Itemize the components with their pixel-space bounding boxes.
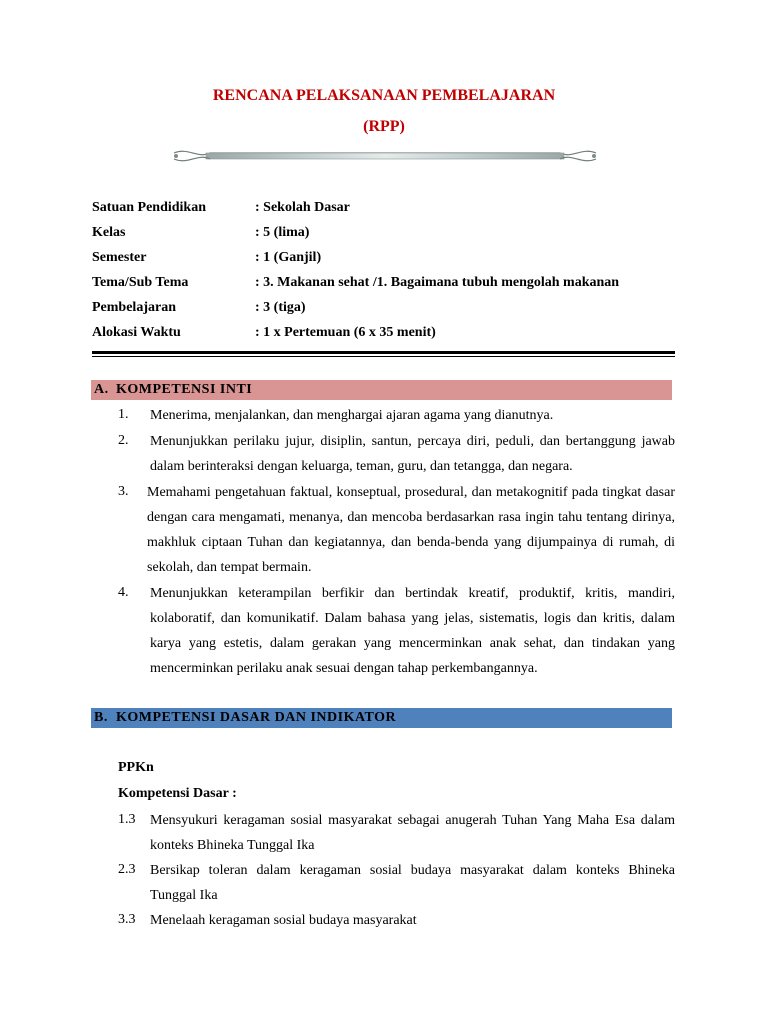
info-label: Tema/Sub Tema	[92, 275, 189, 290]
section-title: KOMPETENSI DASAR DAN INDIKATOR	[116, 710, 397, 725]
info-value: : 1 (Ganjil)	[255, 250, 322, 265]
list-item-text: Menerima, menjalankan, dan menghargai ajaran agama yang dianutnya.	[150, 408, 554, 423]
info-label: Alokasi Waktu	[92, 325, 181, 340]
info-label: Pembelajaran	[92, 300, 176, 315]
competency-number: 1.3	[118, 812, 136, 827]
competency-text: Mensyukuri keragaman sosial masyarakat sebagai anugerah Tuhan Yang Maha Esa dalam konteks Bhineka Tunggal Ika	[150, 813, 675, 853]
list-number: 3.	[118, 484, 129, 499]
list-item-text: Memahami pengetahuan faktual, konseptual, prosedural, dan metakognitif pada tingkat dasar dengan cara mengamati, menanya, dan mencoba berdasarkan rasa ingin tahu tentang dirinya, makhluk ciptaan Tuhan dan kegiatannya, dan benda-benda yang dijumpainya di rumah, di sekolah, dan tempat bermain.	[147, 485, 675, 575]
info-label: Satuan Pendidikan	[92, 200, 206, 215]
section-title: KOMPETENSI INTI	[116, 382, 253, 397]
list-number: 1.	[118, 407, 129, 422]
competency-number: 3.3	[118, 912, 136, 927]
info-label: Kelas	[92, 225, 126, 240]
competency-subheading: Kompetensi Dasar :	[118, 786, 237, 801]
list-number: 4.	[118, 585, 129, 600]
info-value: : Sekolah Dasar	[255, 200, 350, 215]
competency-text: Menelaah keragaman sosial budaya masyarakat	[150, 913, 417, 928]
document-title: RENCANA PELAKSANAAN PEMBELAJARAN	[212, 87, 556, 104]
divider-rule	[92, 356, 675, 357]
info-value: : 3 (tiga)	[255, 300, 306, 315]
competency-text: Bersikap toleran dalam keragaman sosial budaya masyarakat dalam konteks Bhineka Tunggal Ika	[150, 863, 675, 903]
subject-heading: PPKn	[118, 760, 154, 775]
section-b-heading	[91, 708, 672, 728]
info-label: Semester	[92, 250, 147, 265]
section-letter: B.	[94, 710, 108, 725]
list-item-text: Menunjukkan keterampilan berfikir dan bertindak kreatif, produktif, kritis, mandiri, kolaboratif, dan komunikatif. Dalam bahasa yang jelas, sistematis, logis dan kritis, dalam karya yang estetis, dalam gerakan yang mencerminkan anak sehat, dan tindakan yang mencerminkan perilaku anak sesuai dengan tahap perkembangannya.	[150, 586, 675, 676]
competency-number: 2.3	[118, 862, 136, 877]
section-a-heading	[91, 380, 672, 400]
info-value: : 5 (lima)	[255, 225, 310, 240]
document-subtitle: (RPP)	[363, 118, 405, 135]
info-value: : 1 x Pertemuan (6 x 35 menit)	[255, 325, 436, 340]
section-letter: A.	[94, 382, 109, 397]
divider-rule	[92, 351, 675, 354]
ornament-divider	[170, 144, 600, 166]
info-value: : 3. Makanan sehat /1. Bagaimana tubuh mengolah makanan	[255, 275, 620, 290]
list-number: 2.	[118, 433, 129, 448]
list-item-text: Menunjukkan perilaku jujur, disiplin, santun, percaya diri, peduli, dan bertanggung jawab dalam berinteraksi dengan keluarga, teman, guru, dan tetangga, dan negara.	[150, 434, 675, 474]
